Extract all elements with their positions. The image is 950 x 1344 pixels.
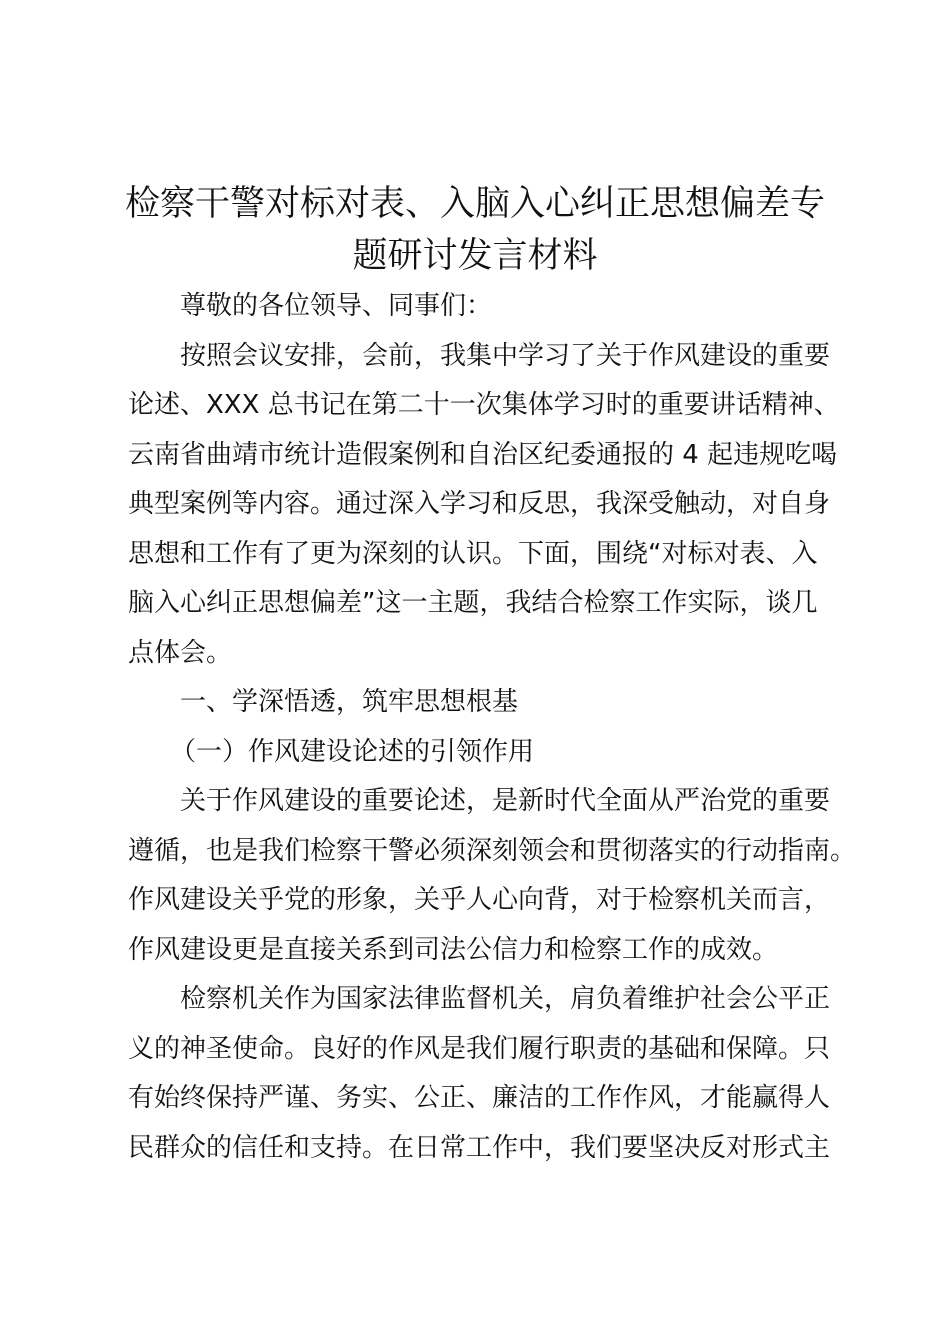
paragraph-3-line-4: 民群众的信任和支持。在日常工作中，我们要坚决反对形式主: [128, 1132, 831, 1163]
section-heading-1: 一、学深悟透，筑牢思想根基: [180, 687, 519, 717]
document-title: [80, 178, 870, 282]
paragraph-1-line-7: 点体会。: [128, 637, 233, 668]
paragraph-2-line-4: 作风建设更是直接关系到司法公信力和检察工作的成效。: [128, 934, 779, 965]
paragraph-1-line-4: 典型案例等内容。通过深入学习和反思，我深受触动，对自身: [128, 489, 831, 519]
paragraph-2-line-3: 作风建设关乎党的形象，关乎人心向背，对于检察机关而言，: [128, 885, 831, 915]
paragraph-1-line-5: 思想和工作有了更为深刻的认识。下面，围绕“对标对表、入: [128, 538, 818, 569]
title-line-1: 检察干警对标对表、入脑入心纠正思想偏差专: [124, 184, 825, 224]
subsection-heading-1: （一）作风建设论述的引领作用: [170, 736, 535, 767]
paragraph-3-line-2: 义的神圣使命。良好的作风是我们履行职责的基础和保障。只: [128, 1033, 831, 1064]
paragraph-2-line-1: 关于作风建设的重要论述，是新时代全面从严治党的重要: [180, 786, 831, 816]
salutation: 尊敬的各位领导、同事们：: [180, 291, 493, 321]
document-body: [128, 282, 857, 1173]
title-line-2: 题研讨发言材料: [352, 236, 598, 276]
paragraph-1-line-3: 云南省曲靖市统计造假案例和自治区纪委通报的 4 起违规吃喝: [128, 439, 838, 470]
paragraph-3-line-3: 有始终保持严谨、务实、公正、廉洁的工作作风，才能赢得人: [128, 1083, 831, 1113]
paragraph-3-line-1: 检察机关作为国家法律监督机关，肩负着维护社会公平正: [180, 984, 831, 1014]
paragraph-1-line-6: 脑入心纠正思想偏差”这一主题，我结合检察工作实际，谈几: [128, 588, 818, 618]
paragraph-1-line-1: 按照会议安排，会前，我集中学习了关于作风建设的重要: [180, 340, 831, 371]
paragraph-1-line-2: 论述、XXX 总书记在第二十一次集体学习时的重要讲话精神、: [128, 390, 840, 420]
paragraph-2-line-2: 遵循，也是我们检察干警必须深刻领会和贯彻落实的行动指南。: [128, 835, 857, 866]
